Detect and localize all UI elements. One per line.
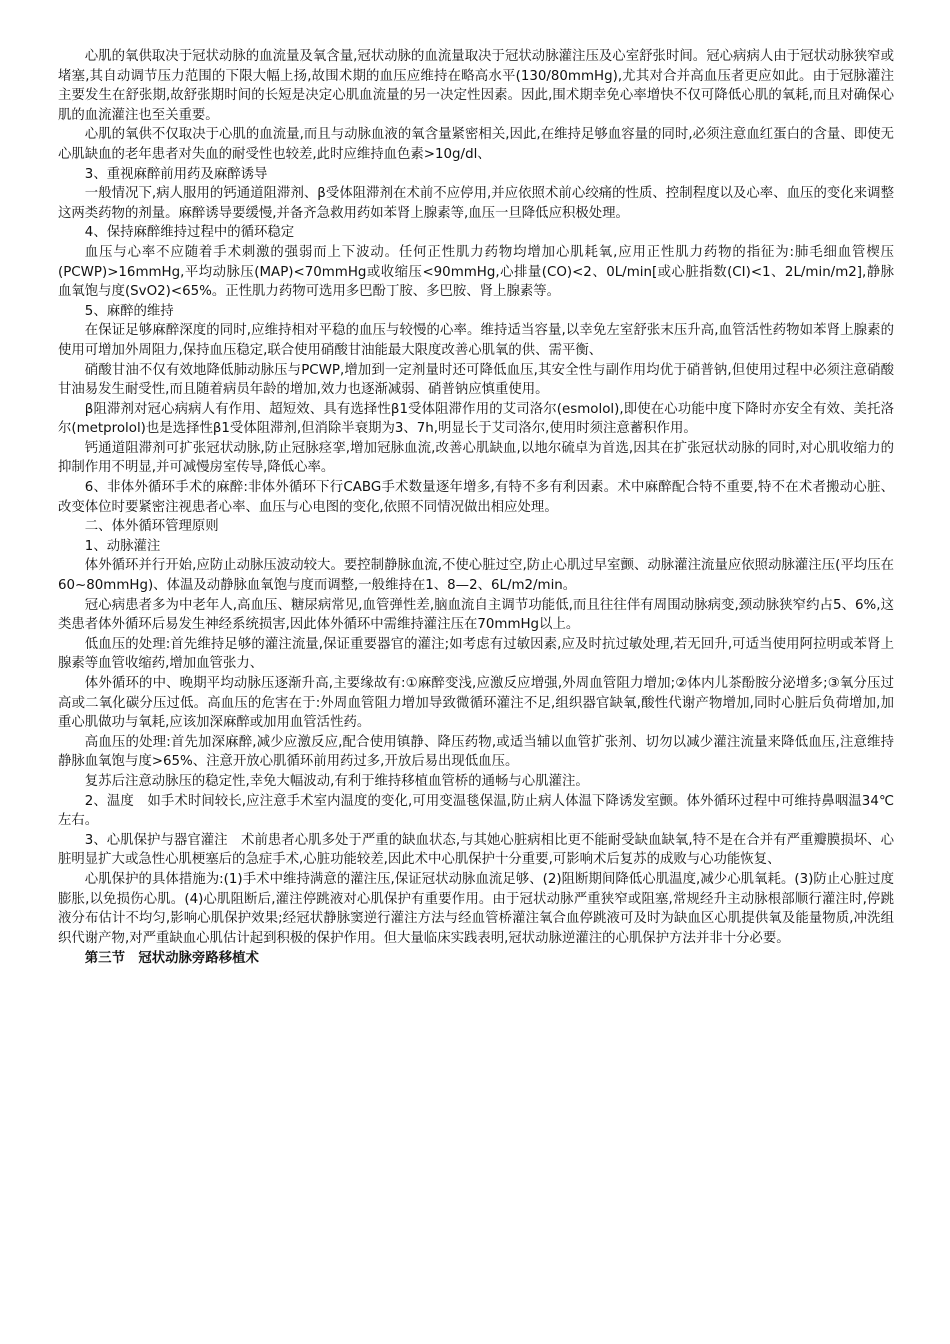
- paragraph-elderly-patients: 冠心病患者多为中老年人,高血压、糖尿病常见,血管弹性差,脑血流自主调节功能低,而且往往伴有周围动脉病变,颈动脉狭窄约占5、6%,这类患者体外循环后易发生神经系统损害,因此体外循环中需维持灌注压在70mmHg以上。: [58, 597, 894, 633]
- paragraph-hypertension: 高血压的处理:首先加深麻醉,减少应激反应,配合使用镇静、降压药物,或适当辅以血管扩张剂、切勿以减少灌注流量来降低血压,注意维持静脉血氧饱与度>65%、注意开放心肌循环前用药过多,开放后易出现低血压。: [58, 734, 894, 770]
- heading-cpb-principles: 二、体外循环管理原则: [84, 519, 219, 535]
- paragraph-calcium-blockers: 钙通道阻滞剂可扩张冠状动脉,防止冠脉痉挛,增加冠脉血流,改善心肌缺血,以地尔硫卓为首选,因其在扩张冠状动脉的同时,对心肌收缩力的抑制作用不明显,并可减慢房室传导,降低心率。: [58, 440, 894, 476]
- paragraph-protection-measures: 心肌保护的具体措施为:(1)手术中维持满意的灌注压,保证冠状动脉血流足够、(2)阻断期间降低心肌温度,减少心肌氧耗。(3)防止心脏过度膨胀,以免损伤心肌。(4)心肌阻断后,灌注停跳液对心肌保护有重要作用。由于冠状动脉严重狭窄或阻塞,常规经升主动脉根部顺行灌注时,停跳液分布估计不均匀,影响心肌保护效果;经冠状静脉窦逆行灌注方法与经血管桥灌注氧合血停跳液可及时为缺血区心肌提供氧及能量物质,冲洗组织代谢产物,对严重缺血心肌估计起到积极的保护作用。但大量临床实践表明,冠状动脉逆灌注的心肌保护方法并非十分必要。: [58, 871, 894, 946]
- paragraph-myocardial-protection: 3、心肌保护与器官灌注 术前患者心肌多处于严重的缺血状态,与其她心脏病相比更不能耐受缺血缺氧,特不是在合并有严重瓣膜损坏、心脏明显扩大或急性心肌梗塞后的急症手术,心脏功能较差,因此术中心肌保护十分重要,可影响术后复苏的成败与心功能恢复、: [58, 832, 894, 868]
- paragraph-oxygen-supply: 心肌的氧供取决于冠状动脉的血流量及氧含量,冠状动脉的血流量取决于冠状动脉灌注压及心室舒张时间。冠心病病人由于冠状动脉狭窄或堵塞,其自动调节压力范围的下限大幅上扬,故围术期的血压应维持在略高水平(130/80mmHg),尤其对合并高血压者更应如此。由于冠脉灌注主要发生在舒张期,故舒张期时间的长短是决定心肌血流量的另一决定性因素。因此,围术期幸免心率增快不仅可降低心肌的氧耗,而且对确保心肌的血流灌注也至关重要。: [58, 49, 894, 123]
- paragraph-perfusion-flow: 体外循环并行开始,应防止动脉压波动较大。要控制静脉血流,不使心脏过空,防止心肌过早室颤、动脉灌注流量应依照动脉灌注压(平均压在60~80mmHg)、体温及动静脉血氧饱与度而调整,一般维持在1、8—2、6L/m2/min。: [58, 558, 894, 594]
- heading-anesthesia-maintenance: 5、麻醉的维持: [84, 303, 174, 319]
- paragraph-beta-blockers: β阻滞剂对冠心病病人有作用、超短效、具有选择性β1受体阻滞作用的艾司洛尔(esmolol),即使在心功能中度下降时亦安全有效、美托洛尔(metprolol)也是选择性β1受体阻滞剂,但消除半衰期为3、7h,明显长于艾司洛尔,使用时须注意蓄积作用。: [58, 401, 894, 437]
- heading-premedication: 3、重视麻醉前用药及麻醉诱导: [84, 166, 268, 182]
- paragraph-maintenance: 在保证足够麻醉深度的同时,应维持相对平稳的血压与较慢的心率。维持适当容量,以幸免左室舒张末压升高,血管活性药物如苯肾上腺素的使用可增加外周阻力,保持血压稳定,联合使用硝酸甘油能最大限度改善心肌氧的供、需平衡、: [58, 323, 894, 358]
- paragraph-resuscitation: 复苏后注意动脉压的稳定性,幸免大幅波动,有利于维持移植血管桥的通畅与心肌灌注。: [84, 773, 589, 789]
- paragraph-premedication: 一般情况下,病人服用的钙通道阻滞剂、β受体阻滞剂在术前不应停用,并应依照术前心绞痛的性质、控制程度以及心率、血压的变化来调整这两类药物的剂量。麻醉诱导要缓慢,并备齐急救用药如苯肾上腺素等,血压一旦降低应积极处理。: [58, 186, 894, 221]
- paragraph-inotropes: 血压与心率不应随着手术刺激的强弱而上下波动。任何正性肌力药物均增加心肌耗氧,应用正性肌力药物的指征为:肺毛细血管楔压(PCWP)>16mmHg,平均动脉压(MAP)<70mmHg或收缩压<90mmHg,心排量(CO)<2、0L/min[或心脏指数(CI)<1、2L/min/m2],静脉血氧饱与度(SvO2)<65%。正性肌力药物可选用多巴酚丁胺、多巴胺、肾上腺素等。: [58, 244, 894, 300]
- section-title: 第三节 冠状动脉旁路移植术: [84, 951, 259, 967]
- paragraph-hypotension: 低血压的处理:首先维持足够的灌注流量,保证重要器官的灌注;如考虑有过敏因素,应及时抗过敏处理,若无回升,可适当使用阿拉明或苯肾上腺素等血管收缩药,增加血管张力、: [58, 636, 894, 672]
- paragraph-hemoglobin: 心肌的氧供不仅取决于心肌的血流量,而且与动脉血液的氧含量紧密相关,因此,在维持足够血容量的同时,必须注意血红蛋白的含量、即使无心肌缺血的老年患者对失血的耐受性也较差,此时应维持血色素>10g/dl、: [58, 127, 894, 162]
- paragraph-nitroglycerin: 硝酸甘油不仅有效地降低肺动脉压与PCWP,增加到一定剂量时还可降低血压,其安全性与副作用均优于硝普钠,但使用过程中必须注意硝酸甘油易发生耐受性,而且随着病员年龄的增加,效力也逐渐减弱、硝普钠应慎重使用。: [58, 362, 894, 398]
- heading-arterial-perfusion: 1、动脉灌注: [84, 538, 161, 554]
- document-body: [58, 47, 894, 969]
- paragraph-temperature: 2、温度 如手术时间较长,应注意手术室内温度的变化,可用变温毯保温,防止病人体温下降诱发室颤。体外循环过程中可维持鼻咽温34℃左右。: [58, 793, 894, 829]
- paragraph-pressure-rise: 体外循环的中、晚期平均动脉压逐渐升高,主要缘故有:①麻醉变浅,应激反应增强,外周血管阻力增加;②体内儿茶酚胺分泌增多;③氧分压过高或二氧化碳分压过低。高血压的危害在于:外周血管阻力增加导致微循环灌注不足,组织器官缺氧,酸性代谢产物增加,同时心脏后负荷增加,加重心肌做功与氧耗,应该加深麻醉或加用血管活性药。: [58, 676, 894, 731]
- heading-circulation-stability: 4、保持麻醉维持过程中的循环稳定: [84, 225, 295, 241]
- paragraph-off-pump: 6、非体外循环手术的麻醉:非体外循环下行CABG手术数量逐年增多,有特不多有利因素。术中麻醉配合特不重要,特不在术者搬动心脏、改变体位时要紧密注视患者心率、血压与心电图的变化,依照不同情况做出相应处理。: [58, 480, 894, 515]
